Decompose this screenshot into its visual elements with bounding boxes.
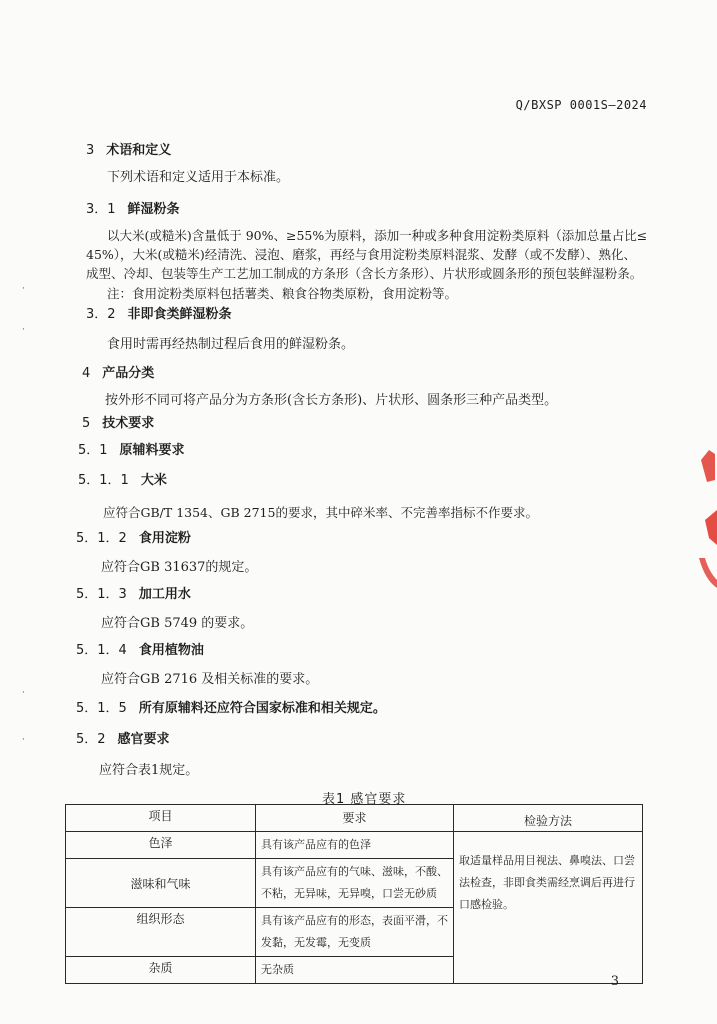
red-seal-fragment [695,440,717,590]
row-item: 滋味和气味 [66,859,256,908]
section-number: 5．1．4 [76,643,127,658]
section-number: 3 [86,143,95,158]
section-5-2-text: 应符合表1规定。 [99,763,199,778]
seal-icon [695,440,717,590]
section-title: 加工用水 [138,587,191,602]
row-item: 杂质 [66,957,256,984]
section-5-1-4-text: 应符合GB 2716 及相关标准的要求。 [101,672,319,687]
page-number: 3 [610,974,619,989]
section-5-1-2-heading [76,527,191,546]
definition-line-2: 45%），大米(或糙米)经清洗、浸泡、磨浆，再经与食用淀粉类原料混浆、发酵（或不发酵）、熟化、 [86,247,637,262]
section-title: 技术要求 [102,416,155,431]
section-number: 5．1．3 [76,587,127,602]
section-5-1-3-heading [76,583,191,602]
section-number: 3．2 [86,307,116,322]
table-row [66,832,643,859]
definition-line-3: 成型、冷却、包装等生产工艺加工制成的方条形（含长方条形）、片状形或圆条形的预包装鲜湿粉条。 [86,266,643,281]
definition-note: 注：食用淀粉类原料包括薯类、粮食谷物类原粉，食用淀粉等。 [107,286,458,301]
section-title: 食用植物油 [138,643,204,658]
section-5-1-2-text: 应符合GB 31637的规定。 [101,560,258,575]
section-4-heading [82,362,154,381]
row-requirement: 具有该产品应有的色泽 [256,832,454,859]
row-item: 色泽 [66,832,256,859]
table-1-title: 表1 感官要求 [322,792,407,807]
inspection-method: 取适量样品用目视法、鼻嗅法、口尝法检查，非即食类需经烹调后再进行口感检验。 [454,832,643,984]
section-number: 5．1．1 [78,473,129,488]
section-title: 所有原辅料还应符合国家标准和相关规定。 [138,701,386,716]
header-method: 检验方法 [454,805,643,832]
section-5-1-3-text: 应符合GB 5749 的要求。 [101,616,254,631]
section-3-heading [86,139,171,158]
section-number: 3．1 [86,202,116,217]
section-5-1-1-heading [78,469,167,488]
section-number: 4 [82,366,91,381]
section-title: 非即食类鲜湿粉条 [127,307,232,322]
section-3-1-heading [86,198,180,217]
section-title: 感官要求 [117,732,170,747]
section-5-1-heading [78,439,185,458]
section-number: 5．1．2 [76,531,127,546]
row-requirement: 无杂质 [256,957,454,984]
section-4-text: 按外形不同可将产品分为方条形(含长方条形)、片状形、圆条形三种产品类型。 [105,393,558,408]
document-code: Q/BXSP 0001S—2024 [515,98,647,112]
section-title: 大米 [140,473,167,488]
definition-line-1: 以大米(或糙米)含量低于 90%、≥55%为原料，添加一种或多种食用淀粉类原料（添加总量占比≤ [107,228,648,243]
header-item: 项目 [66,805,256,832]
section-5-2-heading [76,728,170,747]
section-title: 鲜湿粉条 [127,202,180,217]
section-title: 原辅料要求 [119,443,185,458]
section-title: 术语和定义 [106,143,172,158]
section-title: 产品分类 [102,366,155,381]
scan-mark: · [22,735,25,745]
section-5-1-5-heading [76,697,386,716]
section-5-1-4-heading [76,639,204,658]
section-number: 5．1．5 [76,701,127,716]
row-item: 组织形态 [66,908,256,957]
scan-mark: · [22,284,25,294]
section-5-heading [82,412,154,431]
section-number: 5．1 [78,443,108,458]
row-requirement: 具有该产品应有的形态，表面平滑，不发黏，无发霉，无变质 [256,908,454,957]
scan-mark: · [22,688,25,698]
sensory-requirements-table [65,804,643,984]
section-3-intro: 下列术语和定义适用于本标准。 [107,170,290,185]
table-header-row [66,805,643,832]
header-requirement: 要求 [256,805,454,832]
section-title: 食用淀粉 [138,531,191,546]
section-5-1-1-text: 应符合GB/T 1354、GB 2715的要求，其中碎米率、不完善率指标不作要求。 [103,505,538,520]
section-number: 5 [82,416,91,431]
row-requirement: 具有该产品应有的气味、滋味，不酸、不粘，无异味，无异嗅，口尝无砂质 [256,859,454,908]
section-3-2-heading [86,303,232,322]
scan-mark: · [22,325,25,335]
section-3-2-text: 食用时需再经热制过程后食用的鲜湿粉条。 [107,337,355,352]
section-number: 5．2 [76,732,106,747]
